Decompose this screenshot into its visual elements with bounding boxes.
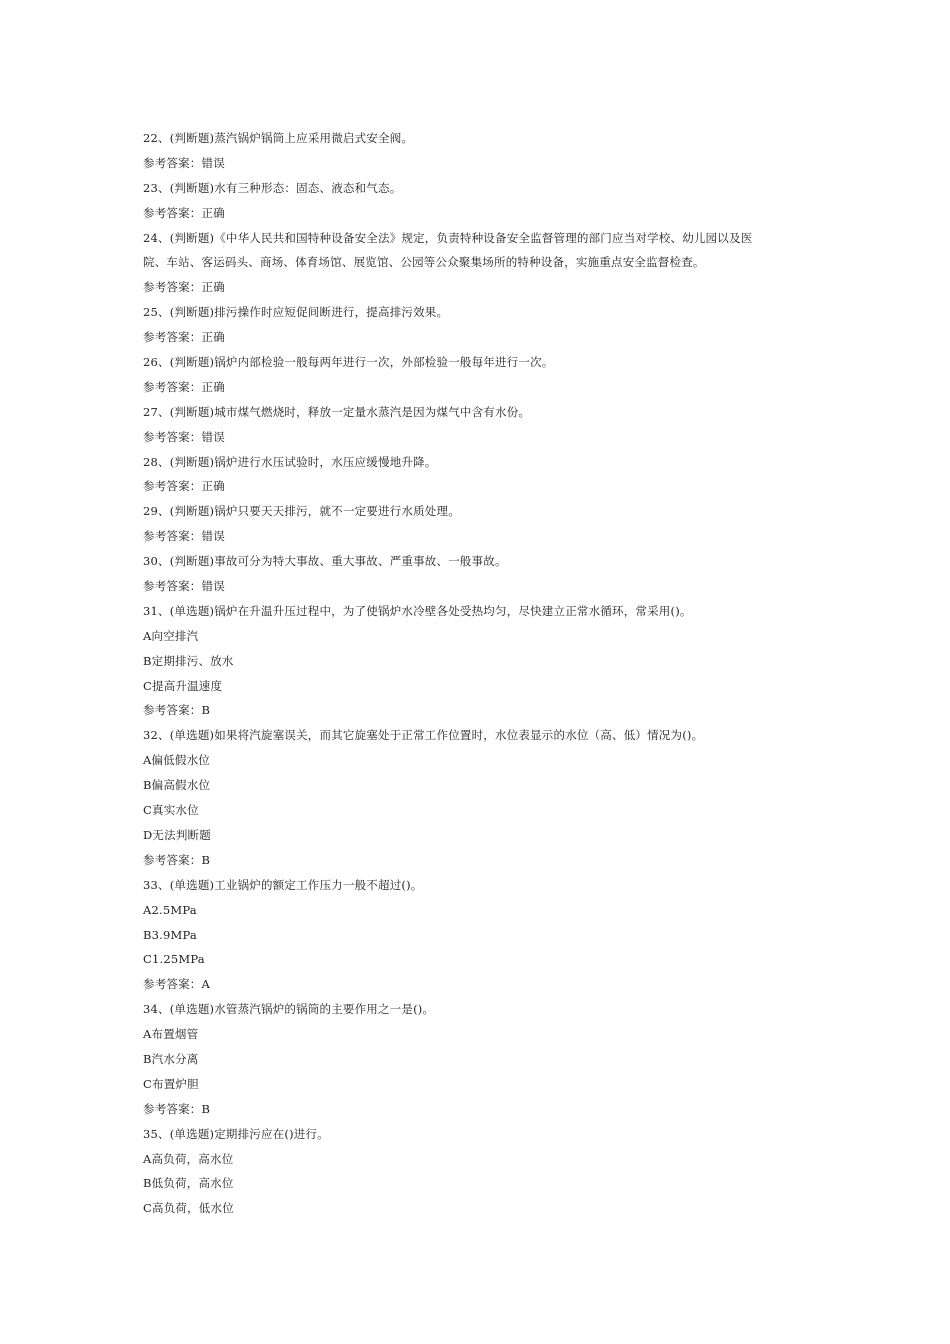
question-27: 27、(判断题)城市煤气燃烧时，释放一定量水蒸汽是因为煤气中含有水份。 (143, 404, 531, 419)
question-23: 23、(判断题)水有三种形态：固态、液态和气态。 (143, 180, 402, 195)
question-33: 33、(单选题)工业锅炉的额定工作压力一般不超过()。 (143, 877, 423, 892)
question-34: 34、(单选题)水管蒸汽锅炉的锅筒的主要作用之一是()。 (143, 1002, 435, 1017)
option-31-b: B定期排污、放水 (143, 653, 234, 668)
question-22: 22、(判断题)蒸汽锅炉锅筒上应采用微启式安全阀。 (143, 131, 414, 145)
question-24-line-1: 24、(判断题)《中华人民共和国特种设备安全法》规定，负责特种设备安全监督管理的部门应当对学校、幼儿园以及医 (143, 230, 753, 245)
option-31-a: A向空排汽 (143, 628, 199, 643)
question-31: 31、(单选题)锅炉在升温升压过程中，为了使锅炉水冷壁各处受热均匀，尽快建立正常水循环，常采用()。 (143, 603, 692, 618)
question-26: 26、(判断题)锅炉内部检验一般每两年进行一次，外部检验一般每年进行一次。 (143, 355, 554, 370)
answer-25: 参考答案：正确 (143, 330, 225, 345)
question-30: 30、(判断题)事故可分为特大事故、重大事故、严重事故、一般事故。 (143, 554, 507, 569)
answer-27: 参考答案：错误 (143, 429, 225, 444)
question-25: 25、(判断题)排污操作时应短促间断进行，提高排污效果。 (143, 305, 449, 320)
answer-34: 参考答案：B (143, 1101, 211, 1116)
question-24-line-2: 院、车站、客运码头、商场、体育场馆、展览馆、公园等公众聚集场所的特种设备，实施重点安全监督检查。 (143, 255, 705, 270)
option-35-a: A高负荷，高水位 (143, 1151, 234, 1166)
answer-33: 参考答案：A (143, 977, 211, 992)
option-35-c: C高负荷，低水位 (143, 1201, 234, 1216)
answer-26: 参考答案：正确 (143, 379, 225, 394)
option-34-a: A布置烟管 (143, 1027, 199, 1042)
option-31-c: C提高升温速度 (143, 678, 223, 693)
answer-31: 参考答案：B (143, 703, 211, 718)
option-33-b: B3.9MPa (143, 927, 197, 942)
answer-22: 参考答案：错误 (143, 155, 225, 170)
question-32: 32、(单选题)如果将汽旋塞误关，而其它旋塞处于正常工作位置时，水位表显示的水位（高、低）情况为()。 (143, 728, 704, 743)
option-34-b: B汽水分离 (143, 1051, 199, 1066)
option-32-a: A偏低假水位 (143, 753, 211, 768)
answer-23: 参考答案：正确 (143, 205, 225, 220)
question-29: 29、(判断题)锅炉只要天天排污，就不一定要进行水质处理。 (143, 504, 460, 519)
option-35-b: B低负荷，高水位 (143, 1176, 234, 1191)
option-34-c: C布置炉胆 (143, 1076, 199, 1091)
answer-30: 参考答案：错误 (143, 579, 225, 594)
answer-29: 参考答案：错误 (143, 529, 225, 544)
option-32-c: C真实水位 (143, 803, 199, 818)
option-32-d: D无法判断题 (143, 827, 211, 842)
answer-28: 参考答案：正确 (143, 479, 225, 494)
question-35: 35、(单选题)定期排污应在()进行。 (143, 1126, 329, 1141)
document-body (143, 126, 823, 1221)
answer-32: 参考答案：B (143, 852, 211, 867)
answer-24: 参考答案：正确 (143, 280, 225, 295)
option-32-b: B偏高假水位 (143, 778, 211, 793)
option-33-a: A2.5MPa (143, 902, 197, 917)
option-33-c: C1.25MPa (143, 952, 205, 967)
question-28: 28、(判断题)锅炉进行水压试验时，水压应缓慢地升降。 (143, 454, 437, 469)
